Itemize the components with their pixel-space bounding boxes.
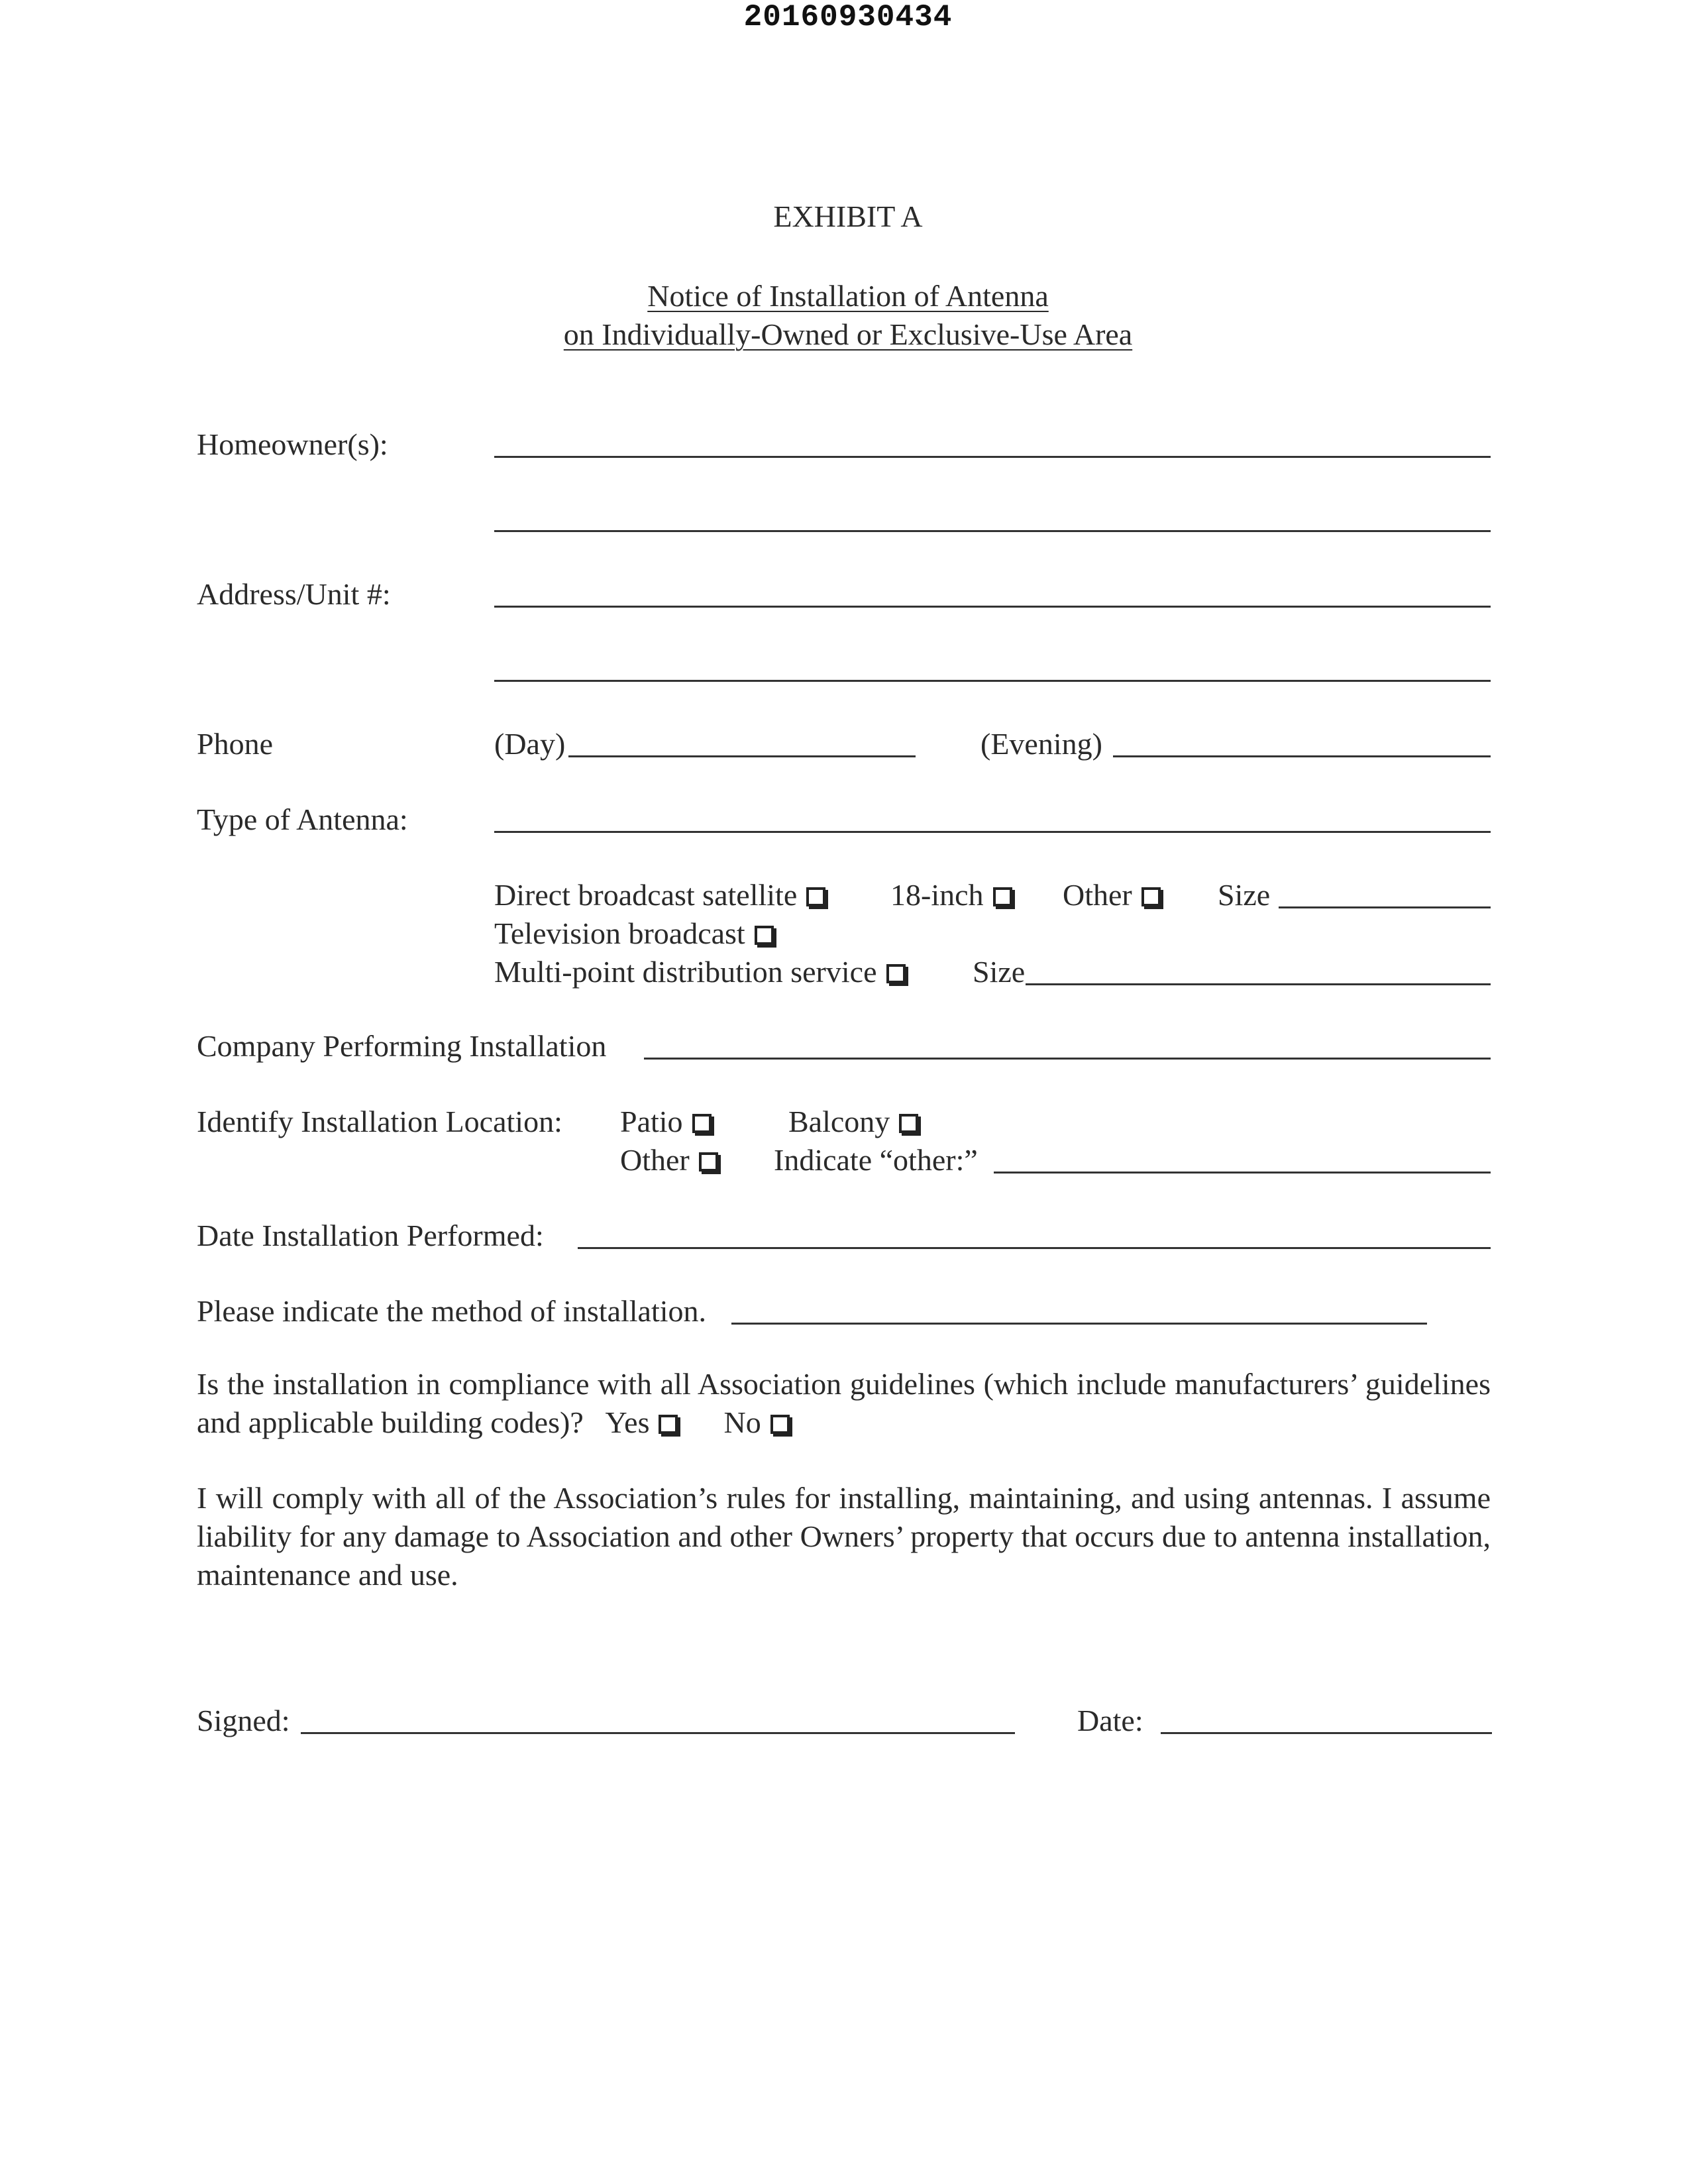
television-checkbox[interactable] (755, 926, 774, 945)
date-label: Date: (1077, 1704, 1143, 1737)
option-18-inch (890, 880, 1012, 910)
homeowners-line-1[interactable] (494, 456, 1491, 458)
location-other-checkbox[interactable] (699, 1152, 718, 1172)
option-18-inch-label: 18-inch (890, 878, 984, 912)
antenna-type-line[interactable] (494, 831, 1491, 833)
signed-label: Signed: (197, 1704, 290, 1737)
address-line-1[interactable] (494, 606, 1491, 608)
antenna-type-label: Type of Antenna: (197, 802, 408, 836)
phone-day-line[interactable] (568, 755, 916, 757)
phone-label: Phone (197, 727, 273, 761)
18-inch-checkbox[interactable] (993, 887, 1012, 906)
notice-title-line2: on Individually-Owned or Exclusive-Use Area (563, 317, 1133, 351)
company-label: Company Performing Installation (197, 1029, 607, 1063)
size-label-2: Size (973, 955, 1026, 989)
method-label: Please indicate the method of installation. (197, 1294, 707, 1328)
option-television-label: Television broadcast (494, 916, 745, 950)
location-balcony (788, 1107, 918, 1137)
option-other-antenna (1063, 880, 1161, 910)
compliance-no-checkbox[interactable] (770, 1415, 790, 1434)
compliance-yes-checkbox[interactable] (659, 1415, 678, 1434)
method-line[interactable] (731, 1323, 1427, 1325)
compliance-question (197, 1365, 1491, 1442)
date-performed-label: Date Installation Performed: (197, 1219, 544, 1252)
company-line[interactable] (644, 1058, 1491, 1060)
option-multipoint-label: Multi-point distribution service (494, 955, 877, 989)
location-patio (620, 1107, 712, 1137)
phone-evening-label: (Evening) (980, 727, 1102, 761)
balcony-checkbox[interactable] (899, 1114, 918, 1133)
multipoint-checkbox[interactable] (886, 964, 906, 983)
signature-date-line[interactable] (1161, 1732, 1492, 1734)
compliance-statement: I will comply with all of the Association’s rules for installing, maintaining, and using antennas. I assume liability for any damage to Association and other Owners’ property that occurs due to antenna installation, maintenance and use. (197, 1481, 1491, 1592)
size-line[interactable] (1279, 906, 1491, 908)
size-line-2[interactable] (1026, 983, 1491, 985)
address-label: Address/Unit #: (197, 577, 391, 611)
phone-evening-line[interactable] (1113, 755, 1491, 757)
option-multipoint (494, 957, 906, 987)
indicate-other-label: Indicate “other:” (774, 1143, 978, 1177)
direct-broadcast-checkbox[interactable] (806, 887, 825, 906)
compliance-question-text: Is the installation in compliance with all Association guidelines (which include manufacturers’ guidelines and applicable building codes)? (197, 1367, 1491, 1439)
notice-title (0, 277, 1696, 354)
other-antenna-checkbox[interactable] (1141, 887, 1161, 906)
location-balcony-label: Balcony (788, 1105, 890, 1138)
indicate-other-line[interactable] (994, 1172, 1491, 1174)
document-number: 20160930434 (743, 0, 953, 34)
location-other (620, 1145, 718, 1175)
signature-line[interactable] (301, 1732, 1015, 1734)
patio-checkbox[interactable] (692, 1114, 712, 1133)
notice-title-line1: Notice of Installation of Antenna (647, 279, 1049, 313)
option-direct-broadcast-label: Direct broadcast satellite (494, 878, 798, 912)
compliance-no-label: No (723, 1405, 761, 1439)
date-performed-line[interactable] (578, 1247, 1491, 1249)
phone-day-label: (Day) (494, 727, 566, 761)
location-other-label: Other (620, 1143, 690, 1177)
size-label: Size (1218, 878, 1271, 912)
option-television (494, 918, 774, 949)
address-line-2[interactable] (494, 680, 1491, 682)
homeowners-line-2[interactable] (494, 530, 1491, 532)
compliance-yes-label: Yes (605, 1405, 650, 1439)
option-other-antenna-label: Other (1063, 878, 1132, 912)
location-patio-label: Patio (620, 1105, 683, 1138)
location-label: Identify Installation Location: (197, 1105, 562, 1138)
exhibit-title: EXHIBIT A (773, 199, 923, 233)
option-direct-broadcast (494, 880, 825, 910)
homeowners-label: Homeowner(s): (197, 427, 388, 461)
